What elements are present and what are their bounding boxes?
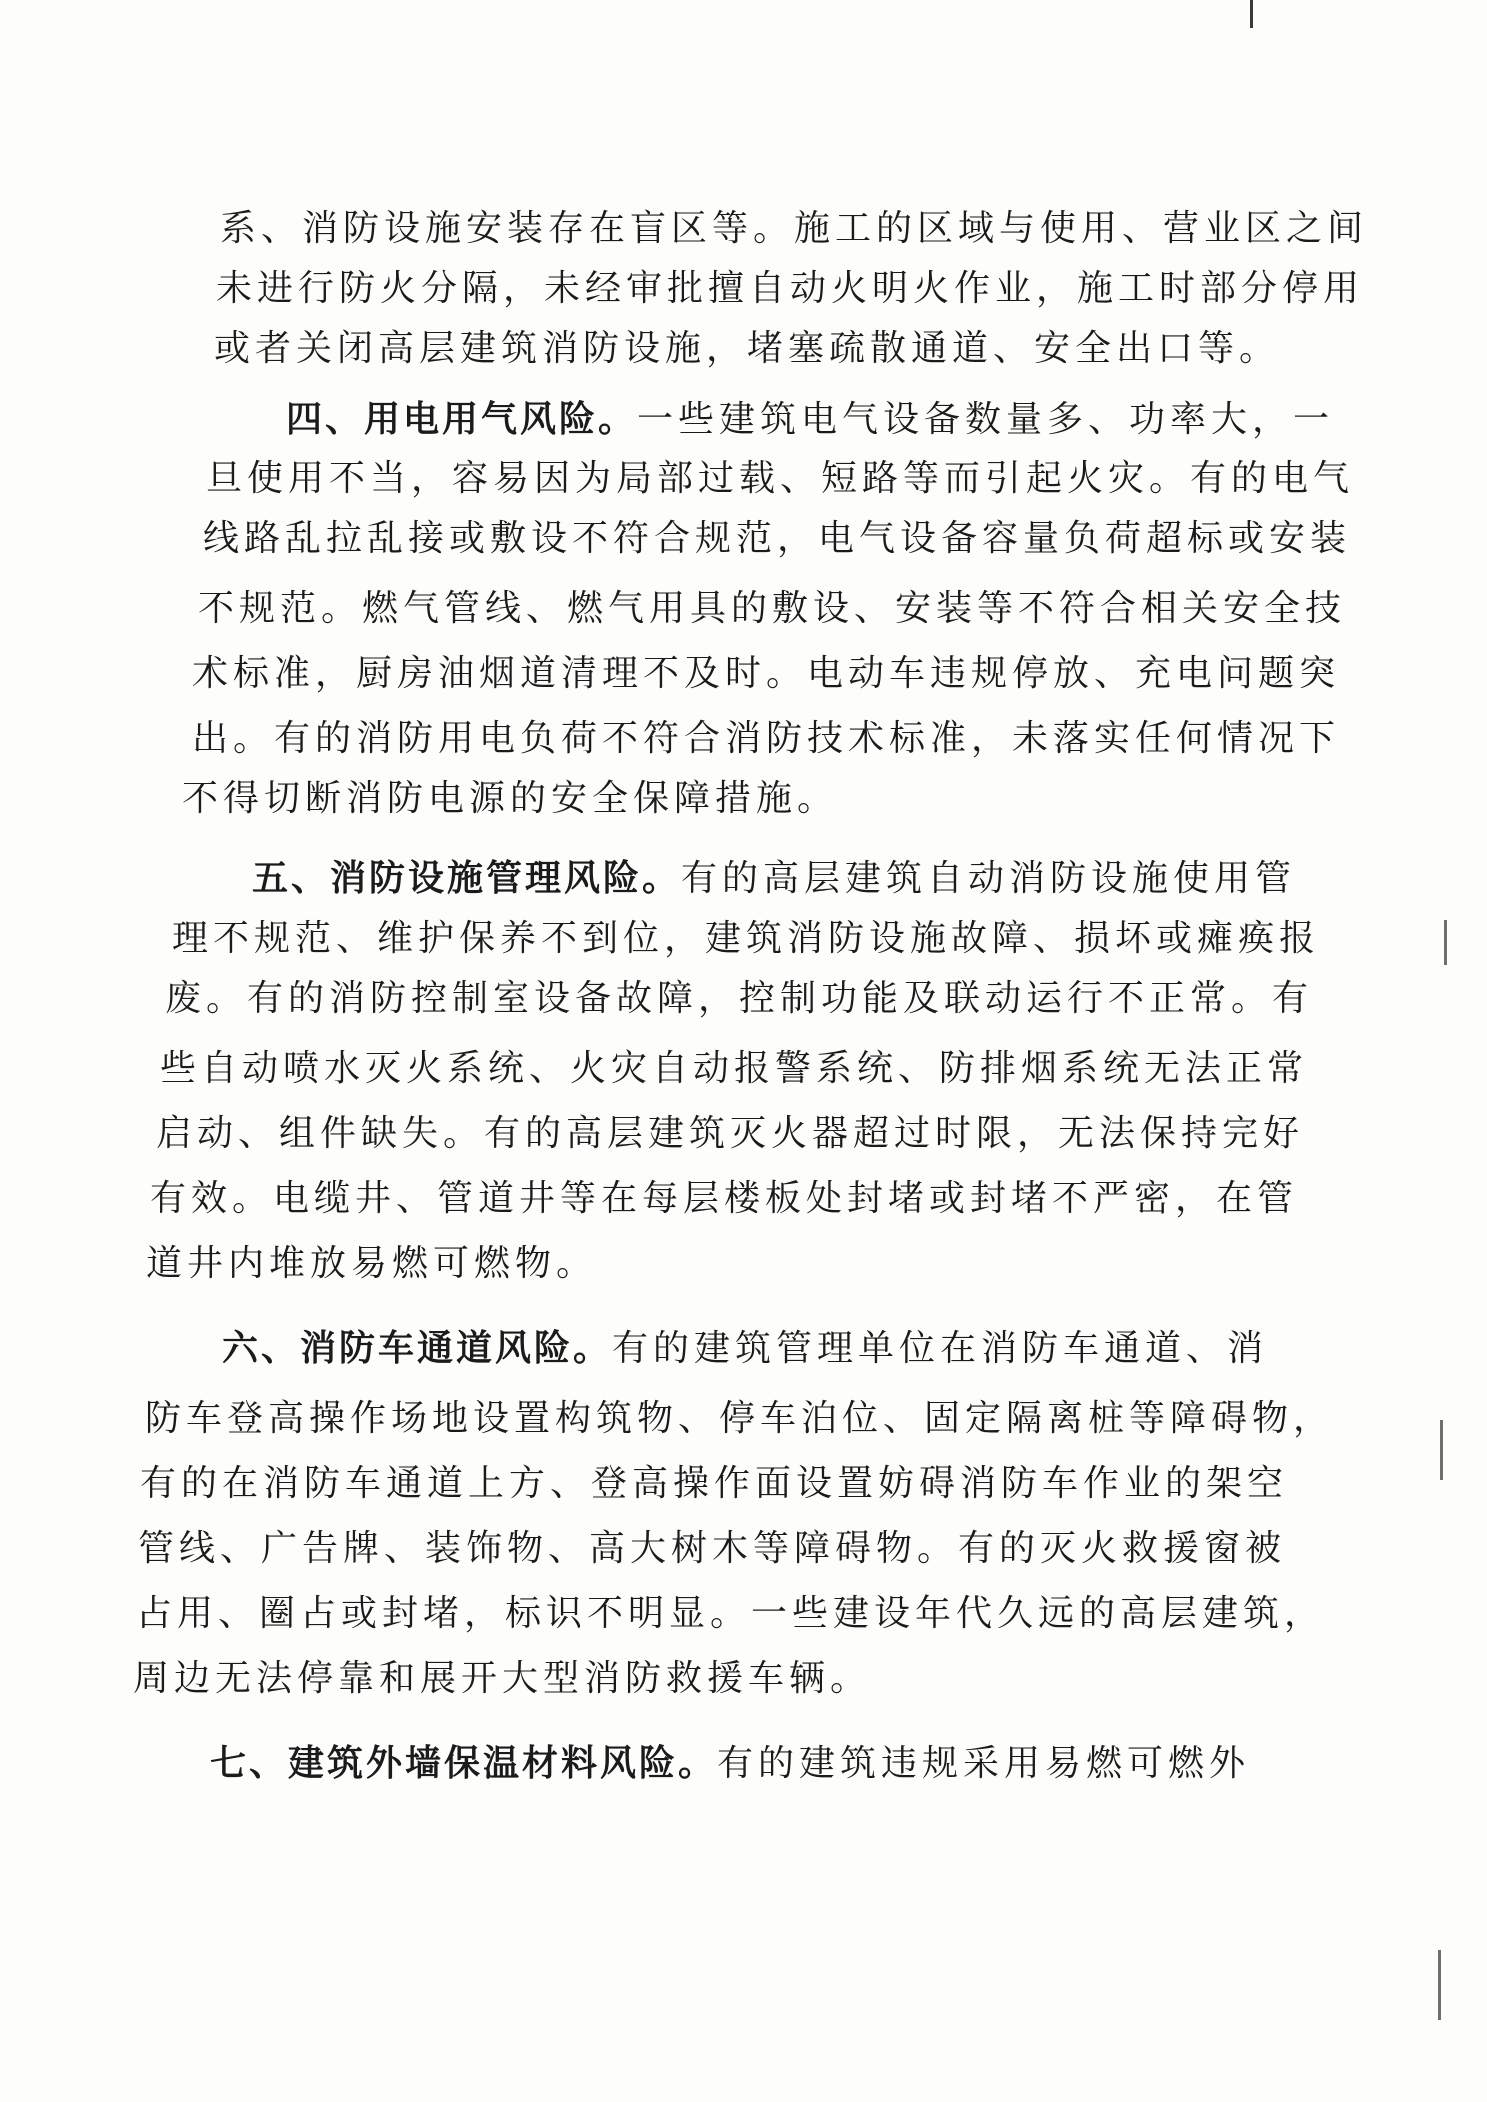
text-line: 有的在消防车通道上方、登高操作面设置妨碍消防车作业的架空	[140, 1463, 1289, 1504]
text-line: 有效。电缆井、管道井等在每层楼板处封堵或封堵不严密，在管	[150, 1178, 1299, 1219]
text-line: 道井内堆放易燃可燃物。	[146, 1243, 598, 1284]
scan-artifact-mark	[1440, 1420, 1443, 1480]
text-line: 旦使用不当，容易因为局部过载、短路等而引起火灾。有的电气	[206, 458, 1355, 499]
text-line: 术标准，厨房油烟道清理不及时。电动车违规停放、充电问题突	[192, 653, 1341, 694]
section-heading-line: 六、消防车通道风险。有的建筑管理单位在消防车通道、消	[222, 1328, 1269, 1369]
section-heading-line: 七、建筑外墙保温材料风险。有的建筑违规采用易燃可燃外	[210, 1743, 1251, 1784]
section-heading: 五、消防设施管理风险。	[252, 858, 682, 899]
text-line: 理不规范、维护保养不到位，建筑消防设施故障、损坏或瘫痪报	[172, 918, 1321, 959]
section-heading-line: 五、消防设施管理风险。有的高层建筑自动消防设施使用管	[252, 858, 1297, 899]
text-line: 占用、圈占或封堵，标识不明显。一些建设年代久远的高层建筑，	[136, 1593, 1326, 1634]
text-line: 未进行防火分隔，未经审批擅自动火明火作业，施工时部分停用	[216, 268, 1365, 309]
section-heading: 六、消防车通道风险。	[222, 1328, 613, 1369]
text-line: 启动、组件缺失。有的高层建筑灭火器超过时限，无法保持完好	[156, 1113, 1305, 1154]
text-line: 废。有的消防控制室设备故障，控制功能及联动运行不正常。有	[165, 978, 1314, 1019]
text-line: 线路乱拉乱接或敷设不符合规范，电气设备容量负荷超标或安装	[203, 518, 1352, 559]
text-line: 或者关闭高层建筑消防设施，堵塞疏散通道、安全出口等。	[214, 328, 1281, 369]
text-line: 管线、广告牌、装饰物、高大树木等障碍物。有的灭火救援窗被	[138, 1528, 1287, 1569]
text-line: 不得切断消防电源的安全保障措施。	[182, 778, 839, 819]
section-heading-line: 四、用电用气风险。一些建筑电气设备数量多、功率大，一	[286, 399, 1335, 440]
scan-artifact-mark	[1444, 920, 1447, 965]
text-line: 防车登高操作场地设置构筑物、停车泊位、固定隔离桩等障碍物，	[145, 1398, 1335, 1439]
text-line: 周边无法停靠和展开大型消防救援车辆。	[133, 1658, 872, 1699]
section-heading: 四、用电用气风险。	[286, 399, 638, 440]
text-line: 些自动喷水灭火系统、火灾自动报警系统、防排烟系统无法正常	[160, 1048, 1309, 1089]
text-line: 出。有的消防用电负荷不符合消防技术标准，未落实任何情况下	[192, 718, 1341, 759]
text-line: 不规范。燃气管线、燃气用具的敷设、安装等不符合相关安全技	[198, 588, 1347, 629]
text-line: 系、消防设施安装存在盲区等。施工的区域与使用、营业区之间	[220, 208, 1369, 249]
section-heading: 七、建筑外墙保温材料风险。	[210, 1743, 718, 1784]
scan-artifact-mark	[1438, 1950, 1441, 2020]
